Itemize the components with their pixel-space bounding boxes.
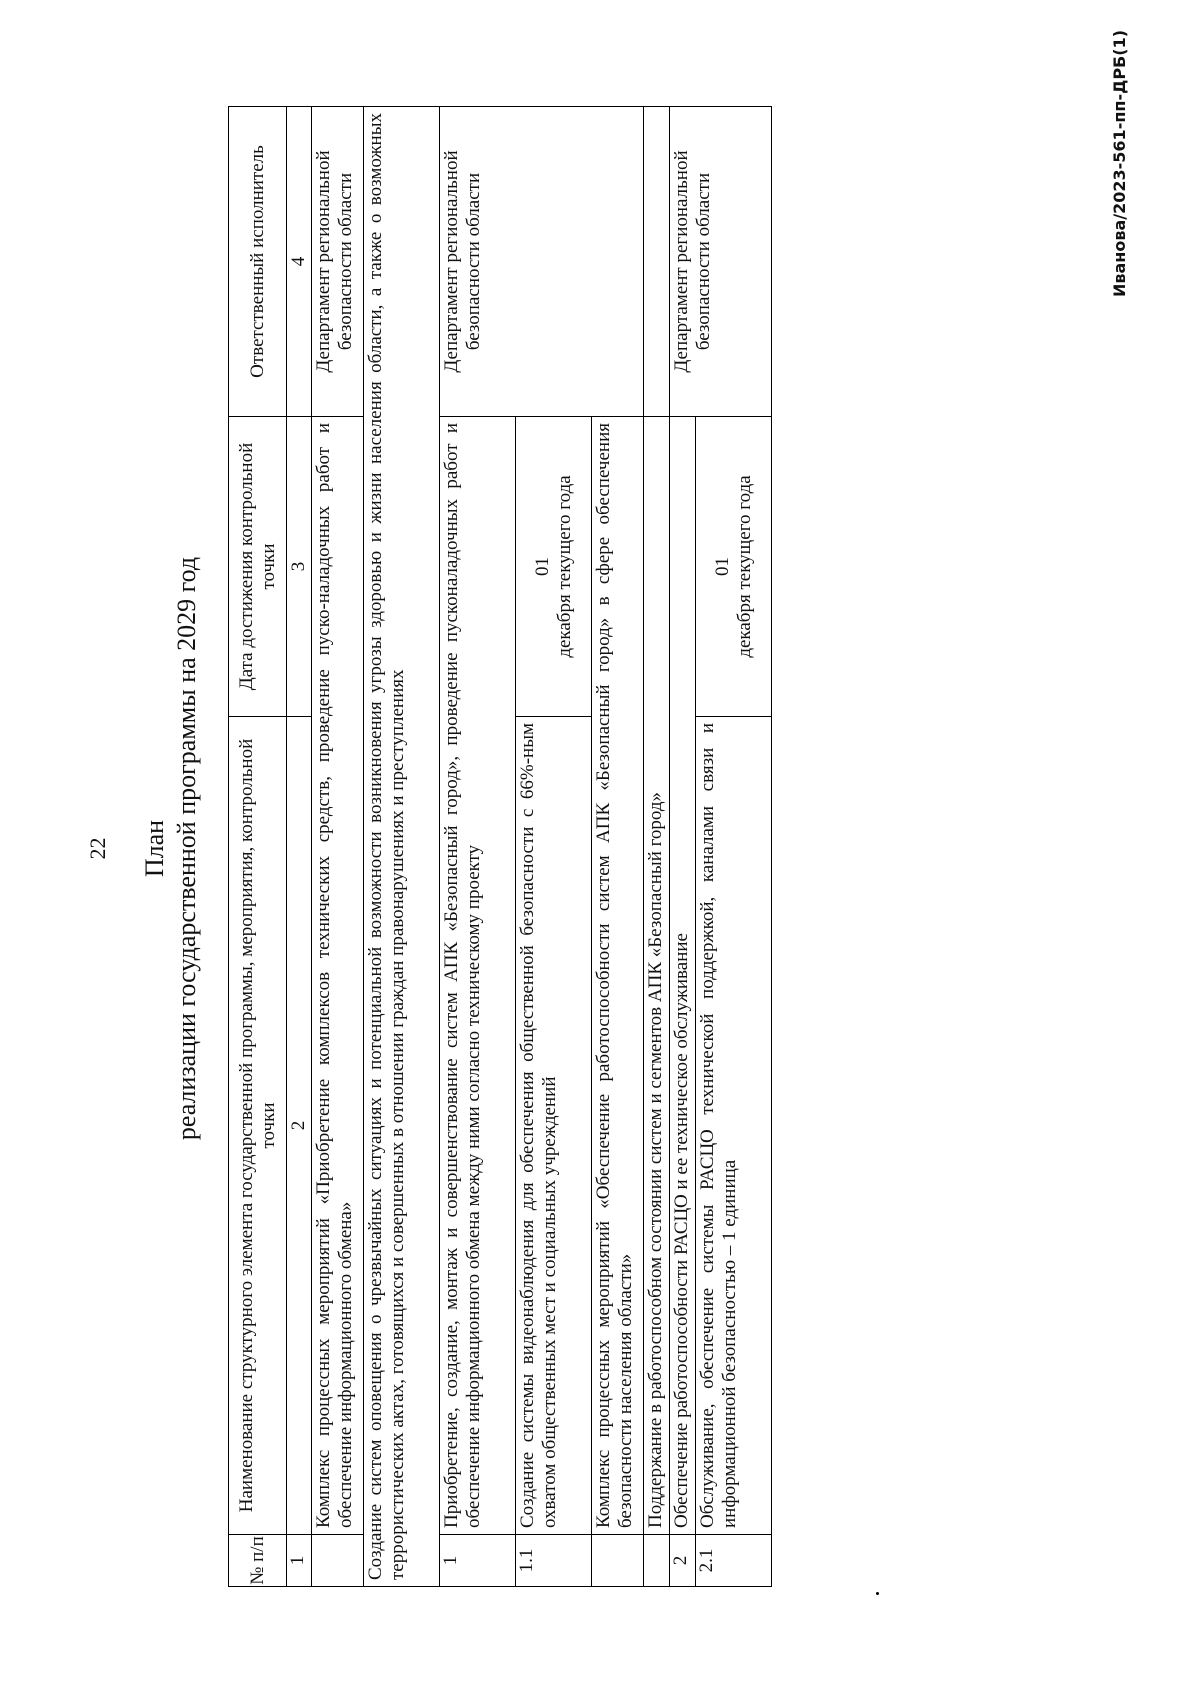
row-num: 2 [670,1535,696,1587]
row-text: Приобретение, создание, монтаж и совершенствование систем АПК «Безопасный город», проведение пусконаладочных работ и обеспечение информационного обмена между ними согласно техническому проекту [440,417,516,1535]
date-day: 01 [711,557,733,576]
plan-table [228,106,772,1587]
row-date [516,417,592,717]
row-num-cell [644,1535,670,1587]
row-text: Обслуживание, обеспечение системы РАСЦО технической поддержкой, каналами связи и информационной безопасностью – 1 единица [696,717,772,1535]
row-text: Создание системы видеонаблюдения для обеспечения общественной безопасности с 66%-ным охватом общественных мест и социальных учреждений [516,717,592,1535]
row-executor: Департамент региональной безопасности области [312,107,364,417]
header-name: Наименование структурного элемента государственной программы, мероприятия, контрольной точки [229,717,287,1535]
header-executor: Ответственный исполнитель [229,107,287,417]
row-executor-cell [644,107,670,417]
row-text: Обеспечение работоспособности РАСЦО и ее техническое обслуживание [670,417,696,1535]
row-text: Поддержание в работоспособном состоянии систем и сегментов АПК «Безопасный город» [644,417,670,1535]
row-num-cell [312,1535,364,1587]
date-text: декабря текущего года [553,475,575,658]
date-day: 01 [531,557,553,576]
col-number-4: 4 [287,107,312,417]
row-num: 1.1 [516,1535,592,1587]
header-date: Дата достижения контрольной точки [229,417,287,717]
table-header-row [229,107,287,1587]
column-number-row [287,107,312,1587]
row-executor: Департамент региональной безопасности области [670,107,772,417]
scan-dot [876,1592,879,1595]
row-text: Создание систем оповещения о чрезвычайных ситуациях и потенциальной возможности возникновения угрозы здоровью и жизни населения области, а также о возможных террористических актах, готовящихся и совершенных в отношении граждан правонарушениях и преступлениях [364,107,440,1587]
page-number: 22 [85,837,110,860]
table-row [670,107,696,1587]
col-number-2: 2 [287,717,312,1535]
row-num: 2.1 [696,1535,772,1587]
date-text: декабря текущего года [733,475,755,658]
header-num: № п/п [229,1535,287,1587]
page-subtitle: реализации государственной программы на 2029 год [172,556,201,1141]
row-num-cell [592,1535,644,1587]
row-executor: Департамент региональной безопасности области [440,107,644,417]
page-title: План [140,819,169,878]
table-row [364,107,440,1587]
row-date [696,417,772,717]
table-row [440,107,516,1587]
row-text: Комплекс процессных мероприятий «Обеспечение работоспособности систем АПК «Безопасный город» в сфере обеспечения безопасности населения области» [592,417,644,1535]
row-text: Комплекс процессных мероприятий «Приобретение комплексов технических средств, проведение пуско-наладочных работ и обеспечение информационного обмена» [312,417,364,1535]
col-number-3: 3 [287,417,312,717]
table-row [312,107,364,1587]
document-reference: Иванова/2023-561-пп-ДРБ(1) [1110,29,1129,297]
col-number-1: 1 [287,1535,312,1587]
row-num: 1 [440,1535,516,1587]
table-row [644,107,670,1587]
